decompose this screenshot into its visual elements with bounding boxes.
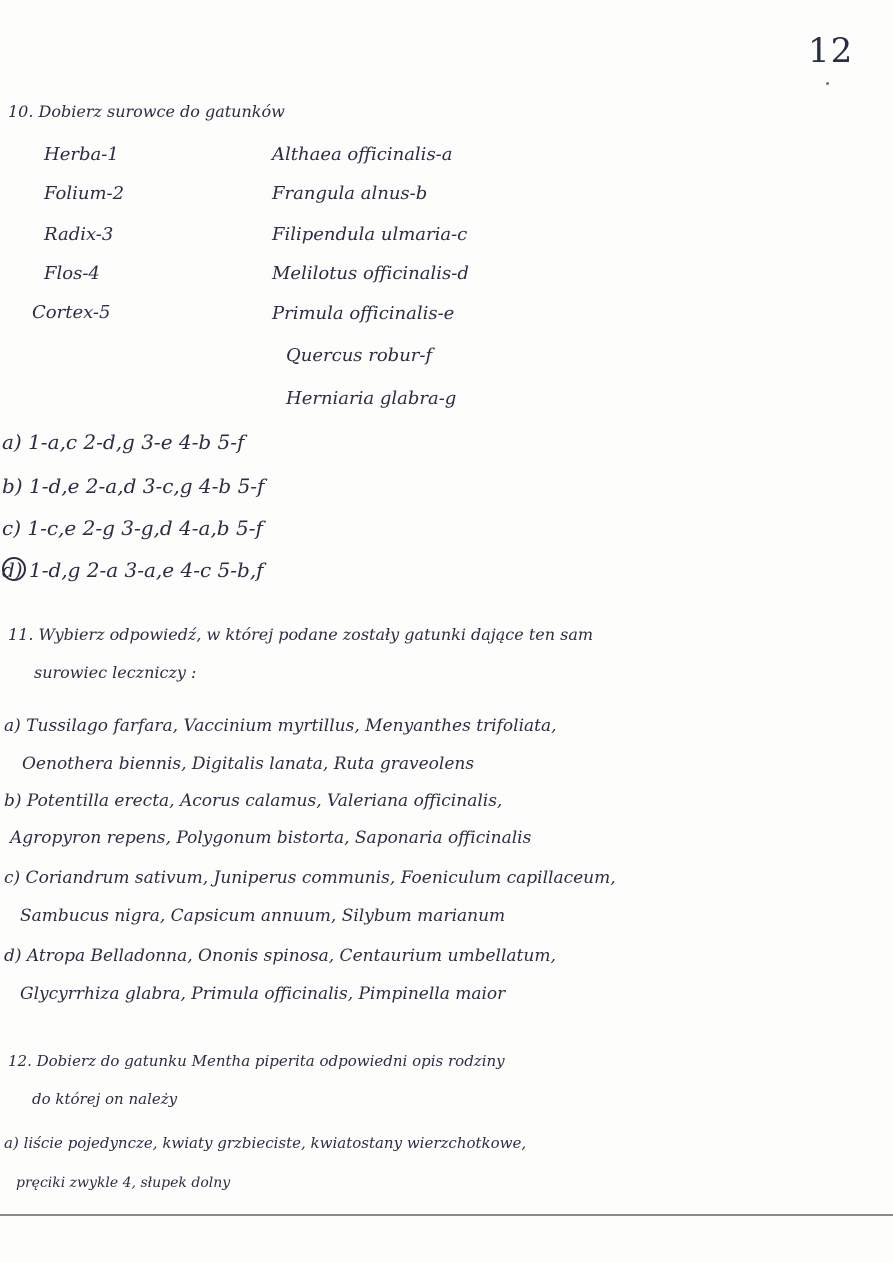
q11-option-b-line1: b) Potentilla erecta, Acorus calamus, Valeriana officinalis, (4, 791, 503, 811)
q10-part-3: Radix-3 (44, 224, 114, 245)
q11-title-line1: 11. Wybierz odpowiedź, w której podane zostały gatunki dające ten sam (8, 625, 594, 644)
q12-option-a-line1: a) liście pojedyncze, kwiaty grzbieciste, kwiatostany wierzchotkowe, (4, 1134, 527, 1152)
q12-option-a-line2: pręciki zwykle 4, słupek dolny (16, 1175, 231, 1191)
scan-speck (826, 82, 829, 85)
q11-option-d-line2: Glycyrrhiza glabra, Primula officinalis, Pimpinella maior (20, 984, 506, 1004)
q10-part-2: Folium-2 (44, 183, 125, 204)
q12-title-line1: 12. Dobierz do gatunku Mentha piperita odpowiedni opis rodziny (8, 1052, 505, 1070)
q10-title: 10. Dobierz surowce do gatunków (8, 102, 285, 121)
q10-option-d: d) 1-d,g 2-a 3-a,e 4-c 5-b,f (2, 558, 264, 582)
q10-species-f: Quercus robur-f (286, 345, 433, 366)
q10-species-c: Filipendula ulmaria-c (272, 224, 468, 245)
q10-part-4: Flos-4 (44, 263, 100, 284)
q10-species-a: Althaea officinalis-a (272, 144, 453, 165)
q11-option-a-line1: a) Tussilago farfara, Vaccinium myrtillus, Menyanthes trifoliata, (4, 716, 557, 736)
q10-part-5: Cortex-5 (32, 302, 111, 323)
q10-species-g: Herniaria glabra-g (286, 388, 457, 409)
q10-species-b: Frangula alnus-b (272, 183, 428, 204)
page-number: 12 (808, 31, 854, 71)
q10-option-c: c) 1-c,e 2-g 3-g,d 4-a,b 5-f (2, 516, 263, 540)
q11-option-a-line2: Oenothera biennis, Digitalis lanata, Ruta graveolens (22, 754, 475, 774)
q10-species-d: Melilotus officinalis-d (272, 263, 469, 284)
q11-option-c-line1: c) Coriandrum sativum, Juniperus communis, Foeniculum capillaceum, (4, 868, 616, 888)
q11-option-d-line1: d) Atropa Belladonna, Ononis spinosa, Centaurium umbellatum, (4, 946, 556, 966)
q11-option-b-line2: Agropyron repens, Polygonum bistorta, Saponaria officinalis (10, 828, 532, 848)
q12-title-line2: do której on należy (32, 1090, 178, 1108)
page-bottom-edge (0, 1214, 893, 1216)
q10-option-b: b) 1-d,e 2-a,d 3-c,g 4-b 5-f (2, 474, 265, 498)
q10-option-a: a) 1-a,c 2-d,g 3-e 4-b 5-f (2, 430, 245, 454)
q10-part-1: Herba-1 (44, 144, 119, 165)
q11-option-c-line2: Sambucus nigra, Capsicum annuum, Silybum marianum (20, 906, 506, 926)
q10-species-e: Primula officinalis-e (272, 303, 455, 324)
q11-title-line2: surowiec leczniczy : (34, 663, 197, 682)
